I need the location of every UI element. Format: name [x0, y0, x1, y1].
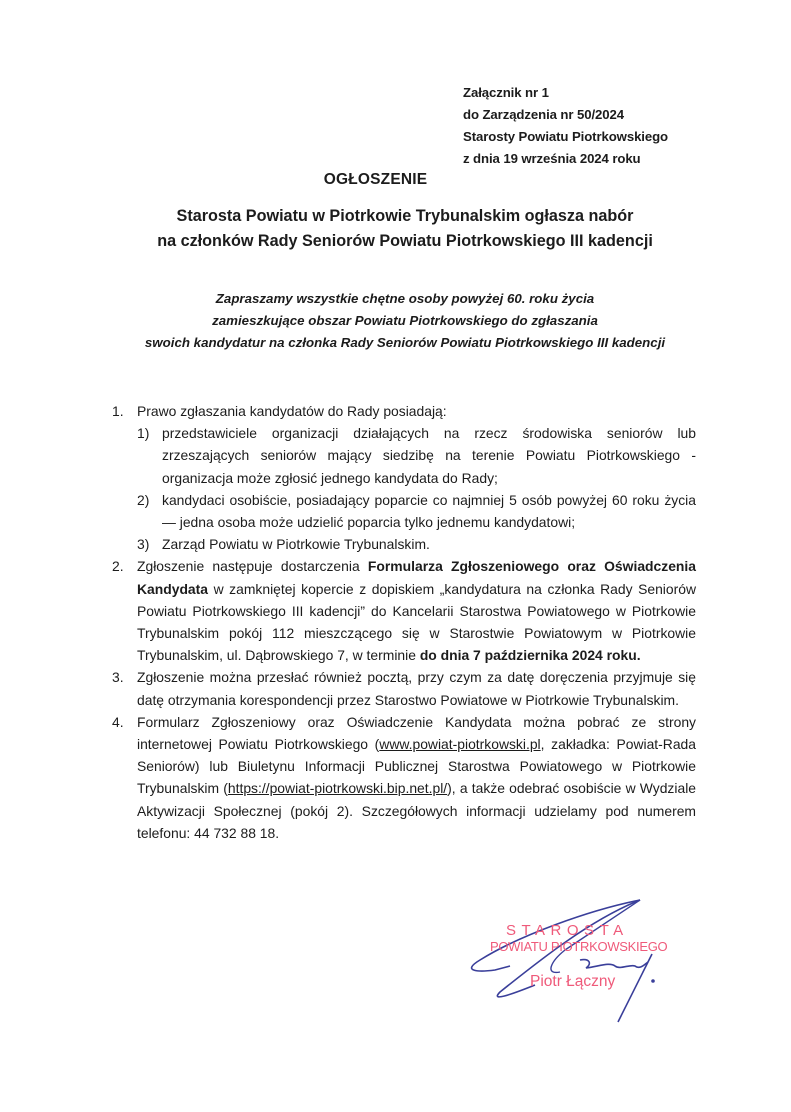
- annex-header: [463, 82, 668, 170]
- sub-item-1: [137, 422, 696, 489]
- annex-date: z dnia 19 września 2024 roku: [463, 151, 641, 166]
- stamp-title: STAROSTA: [506, 922, 629, 939]
- deadline: do dnia 7 października 2024 roku.: [419, 647, 641, 664]
- invitation-text: [80, 288, 730, 354]
- item-number: 1.: [112, 403, 124, 419]
- official-stamp: [486, 922, 706, 1022]
- bip-link[interactable]: https://powiat-piotrkowski.bip.net.pl/: [227, 780, 448, 797]
- sub-item-number: 1): [137, 425, 150, 442]
- list-item-2: [112, 555, 696, 666]
- stamp-office: POWIATU PIOTRKOWSKIEGO: [490, 939, 668, 954]
- document-heading: [0, 171, 791, 189]
- sub-item-text: kandydaci osobiście, posiadający poparcie co najmniej 5 osób powyżej 60 roku życia — jedna osoba może udzielić poparcia tylko jednemu kandydatowi;: [162, 491, 696, 531]
- invitation-line-1: Zapraszamy wszystkie chętne osoby powyżej 60. roku życia: [215, 291, 595, 306]
- item-text-part: Zgłoszenie następuje dostarczenia: [137, 558, 368, 575]
- title-line-1: Starosta Powiatu w Piotrkowie Trybunalskim ogłasza nabór: [176, 207, 634, 225]
- item-text: Prawo zgłaszania kandydatów do Rady posiadają:: [137, 403, 447, 419]
- invitation-line-3: swoich kandydatur na członka Rady Seniorów Powiatu Piotrkowskiego III kadencji: [144, 335, 666, 350]
- title-line-2: na członków Rady Seniorów Powiatu Piotrkowskiego III kadencji: [157, 232, 653, 250]
- item-number: 2.: [112, 558, 124, 575]
- item-number: 4.: [112, 713, 124, 730]
- numbered-list: [112, 400, 696, 844]
- sub-item-text: przedstawiciele organizacji działających na rzecz środowiska seniorów lub zrzeszających seniorów mający siedzibę na terenie Powiatu Piotrkowskiego - organizacja może zgłosić jednego kandydata do Rady;: [162, 425, 696, 486]
- item-text-part: w zamkniętej kopercie z dopiskiem „kandydatura na członka Rady Seniorów Powiatu Piotrkowskiego III kadencji” do Kancelarii Starostwa Powiatowego w Piotrkowie Trybunalskim pokój 112 mieszczącego się w Starostwie Powiatowym w Piotrkowie Trybunalskim, ul. Dąbrowskiego 7, w terminie: [137, 580, 696, 664]
- item-text: Zgłoszenie można przesłać również pocztą, przy czym za datę doręczenia przyjmuje się datę otrzymania korespondencji przez Starostwo Powiatowe w Piotrkowie Trybunalskim.: [137, 669, 696, 708]
- annex-number: Załącznik nr 1: [463, 85, 549, 100]
- item-text-part: ), a także odebrać osobiście w Wydziale Aktywizacji Społecznej (pokój 2). Szczegółowych informacji udzielamy pod numerem telefonu: 44 732 88 18.: [137, 780, 697, 841]
- sub-item-number: 2): [137, 491, 150, 508]
- document-title: [80, 204, 730, 254]
- item-bold-forms: Formularza Zgłoszeniowego oraz Oświadczenia Kandydata: [137, 558, 696, 597]
- sub-item-number: 3): [137, 536, 150, 553]
- annex-order: do Zarządzenia nr 50/2024: [463, 107, 624, 122]
- item-text-part: Formularz Zgłoszeniowy oraz Oświadczenie Kandydata można pobrać ze strony internetowej Powiatu Piotrkowskiego (: [137, 713, 696, 753]
- list-item-3: [112, 666, 696, 710]
- sub-item-text: Zarząd Powiatu w Piotrkowie Trybunalskim.: [162, 536, 430, 553]
- list-item-4: [112, 711, 696, 844]
- website-link[interactable]: www.powiat-piotrkowski.pl: [379, 736, 541, 753]
- invitation-line-2: zamieszkujące obszar Powiatu Piotrkowskiego do zgłaszania: [212, 313, 598, 328]
- annex-authority: Starosty Powiatu Piotrkowskiego: [463, 129, 669, 144]
- sub-item-3: [137, 533, 696, 555]
- stamp-name: Piotr Łączny: [530, 973, 616, 990]
- item-text-part: , zakładka: Powiat-Rada Seniorów) lub Biuletynu Informacji Publicznej Starostwa Powiatowego w Piotrkowie Trybunalskim (: [137, 736, 696, 797]
- item-number: 3.: [112, 669, 124, 686]
- heading-text: OGŁOSZENIE: [323, 171, 428, 188]
- list-item-1: [112, 400, 696, 555]
- sub-item-2: [137, 489, 696, 533]
